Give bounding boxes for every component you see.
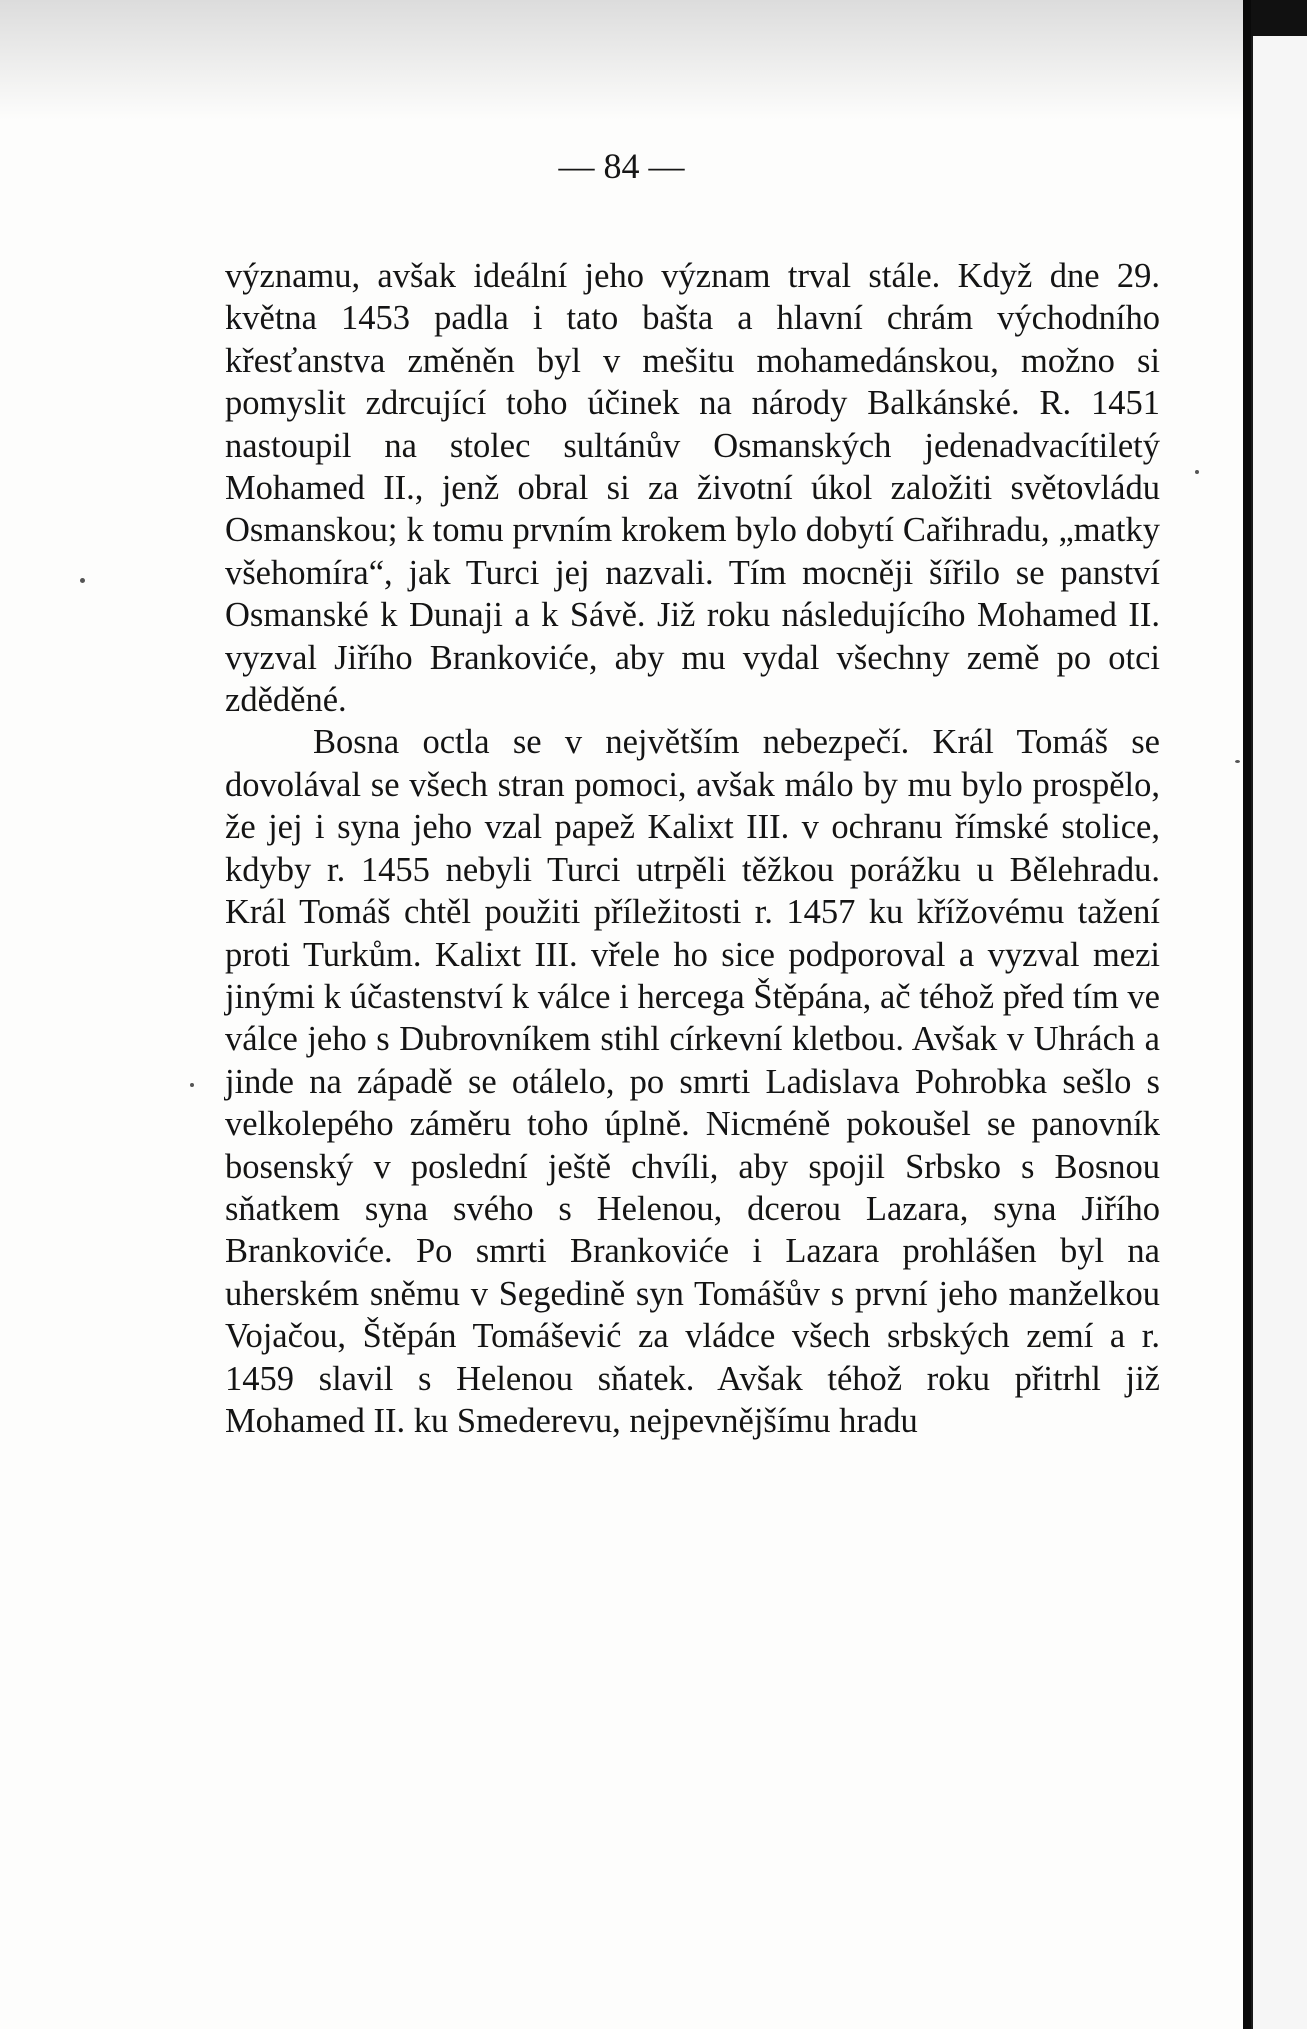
scan-speck — [1195, 470, 1199, 474]
paragraph-2: Bosna octla se v největším nebezpečí. Král Tomáš se dovolával se všech stran pomoci, avšak málo by mu bylo prospělo, že jej i syna jeho vzal papež Kalixt III. v ochranu římské stolice, kdyby r. 1455 nebyli Turci utrpěli těžkou porážku u Bělehradu. Král Tomáš chtěl použiti příležitosti r. 1457 ku křížovému tažení proti Turkům. Kalixt III. vřele ho sice podporoval a vyzval mezi jinými k účastenství k válce i hercega Štěpána, ač téhož před tím ve válce jeho s Dubrovníkem stihl církevní kletbou. Avšak v Uhrách a jinde na západě se otálelo, po smrti Ladislava Pohrobka sešlo s velkolepého záměru toho úplně. Nicméně pokoušel se panovník bosenský v poslední ještě chvíli, aby spojil Srbsko s Bosnou sňatkem syna svého s Helenou, dcerou Lazara, syna Jiřího Brankoviće. Po smrti Brankoviće i Lazara prohlášen byl na uherském sněmu v Segedině syn Tomášův s první jeho manželkou Vojačou, Štěpán Tomášević za vládce všech srbských zemí a r. 1459 slavil s Helenou sňatek. Avšak téhož roku přitrhl již Mohamed II. ku Smederevu, nejpevnějšímu hradu — [225, 723, 1160, 1440]
scan-speck — [80, 578, 85, 583]
paragraph-1: významu, avšak ideální jeho význam trval stále. Když dne 29. května 1453 padla i tato bašta a hlavní chrám východního křesťanstva změněn byl v mešitu mohamedánskou, možno si pomyslit zdrcující toho účinek na národy Balkánské. R. 1451 nastoupil na stolec sultánův Osmanských jedenadvacítiletý Mohamed II., jenž obral si za životní úkol založiti světovládu Osmanskou; k tomu prvním krokem bylo dobytí Cařihradu, „matky všehomíra“, jak Turci jej nazvali. Tím mocněji šířilo se panství Osmanské k Dunaji a k Sávě. Již roku následujícího Mohamed II. vyzval Jiřího Brankoviće, aby mu vydal všechny země po otci zděděné. — [225, 257, 1160, 720]
body-text — [225, 255, 1160, 1442]
scan-speck — [190, 1083, 194, 1087]
scan-shadow — [0, 0, 1243, 120]
page-number: — 84 — — [558, 146, 685, 186]
book-gutter — [1243, 0, 1251, 2029]
scan-corner — [1251, 0, 1307, 36]
adjacent-page-edge — [1251, 0, 1307, 2029]
scan-speck — [1235, 760, 1240, 763]
